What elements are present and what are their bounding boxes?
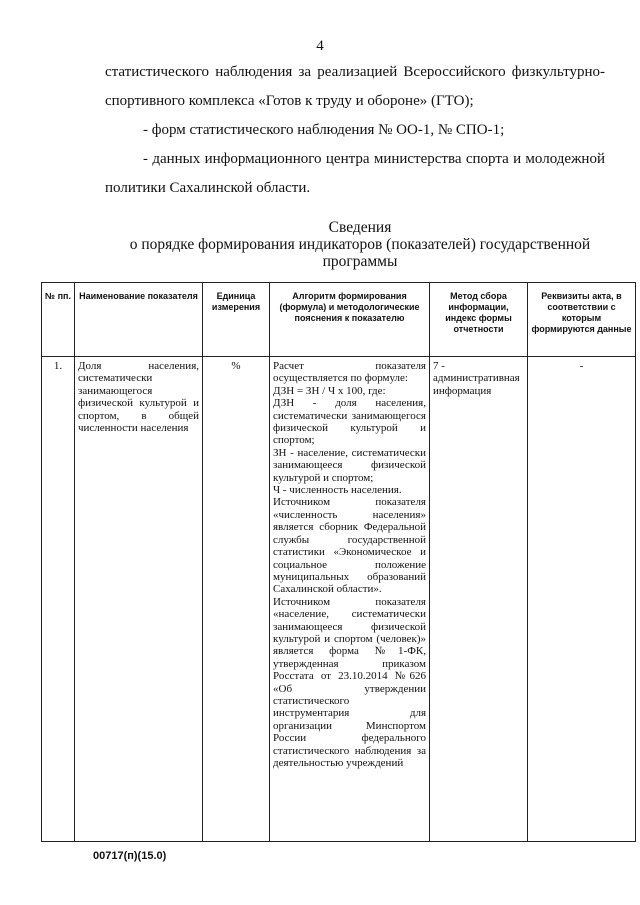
algorithm-line: ЗН - население, систематически занимающееся физической культурой и спортом; [273, 446, 426, 484]
algorithm-line: ДЗН - доля населения, систематически занимающегося физической культурой и спортом; [273, 397, 426, 447]
header-method: Метод сбора информации, индекс формы отчетности [430, 283, 528, 357]
cell-num: 1. [42, 357, 75, 842]
section-title-line-1: Сведения [328, 219, 392, 236]
indicators-table [41, 282, 636, 842]
algorithm-line: Источником показателя «численность населения» является сборник Федеральной службы государственной статистики «Экономическое и социальное положение муниципальных образований Сахалинской области». [273, 496, 426, 596]
section-title [100, 219, 620, 270]
header-name: Наименование показателя [75, 283, 203, 357]
algorithm-formula: ДЗН = ЗН / Ч х 100, где: [273, 384, 386, 397]
footer-document-code: 00717(п)(15.0) [93, 850, 167, 862]
intro-text [105, 58, 605, 203]
header-num: № пп. [42, 283, 75, 357]
intro-paragraph-1: статистического наблюдения за реализацией Всероссийского физкультурно-спортивного комплекса «Готов к труду и обороне» (ГТО); [105, 64, 605, 109]
table-row [42, 357, 636, 842]
header-algorithm: Алгоритм формирования (формула) и методологические пояснения к показателю [270, 283, 430, 357]
header-unit: Единица измерения [203, 283, 270, 357]
section-title-line-2: о порядке формирования индикаторов (показателей) государственной программы [129, 236, 591, 270]
cell-name: Доля населения, систематически занимающегося физической культурой и спортом, в общей численности населения [75, 357, 203, 842]
table-header-row [42, 283, 636, 357]
header-requisites: Реквизиты акта, в соответствии с которым формируются данные [528, 283, 636, 357]
algorithm-line: Ч - численность населения. [273, 484, 402, 497]
cell-method: 7 - административная информация [430, 357, 528, 842]
algorithm-line: Расчет показателя осуществляется по формуле: [273, 360, 426, 385]
algorithm-line: Источником показателя «население, систематически занимающееся физической культурой и спортом (человек)» является форма №1-ФК, утвержденная приказом Росстата от 23.10.2014 №626 «Об утверждении статистического инструментария для организации Минспортом России федерального статистического наблюдения за деятельностью учреждений [273, 595, 426, 769]
intro-paragraph-2: - форм статистического наблюдения № ОО-1, № СПО-1; [143, 122, 505, 138]
cell-requisites: - [528, 357, 636, 842]
page-number: 4 [316, 38, 324, 54]
cell-unit: % [203, 357, 270, 842]
intro-paragraph-3: - данных информационного центра министерства спорта и молодежной политики Сахалинской области. [105, 151, 605, 196]
cell-algorithm [270, 357, 430, 842]
